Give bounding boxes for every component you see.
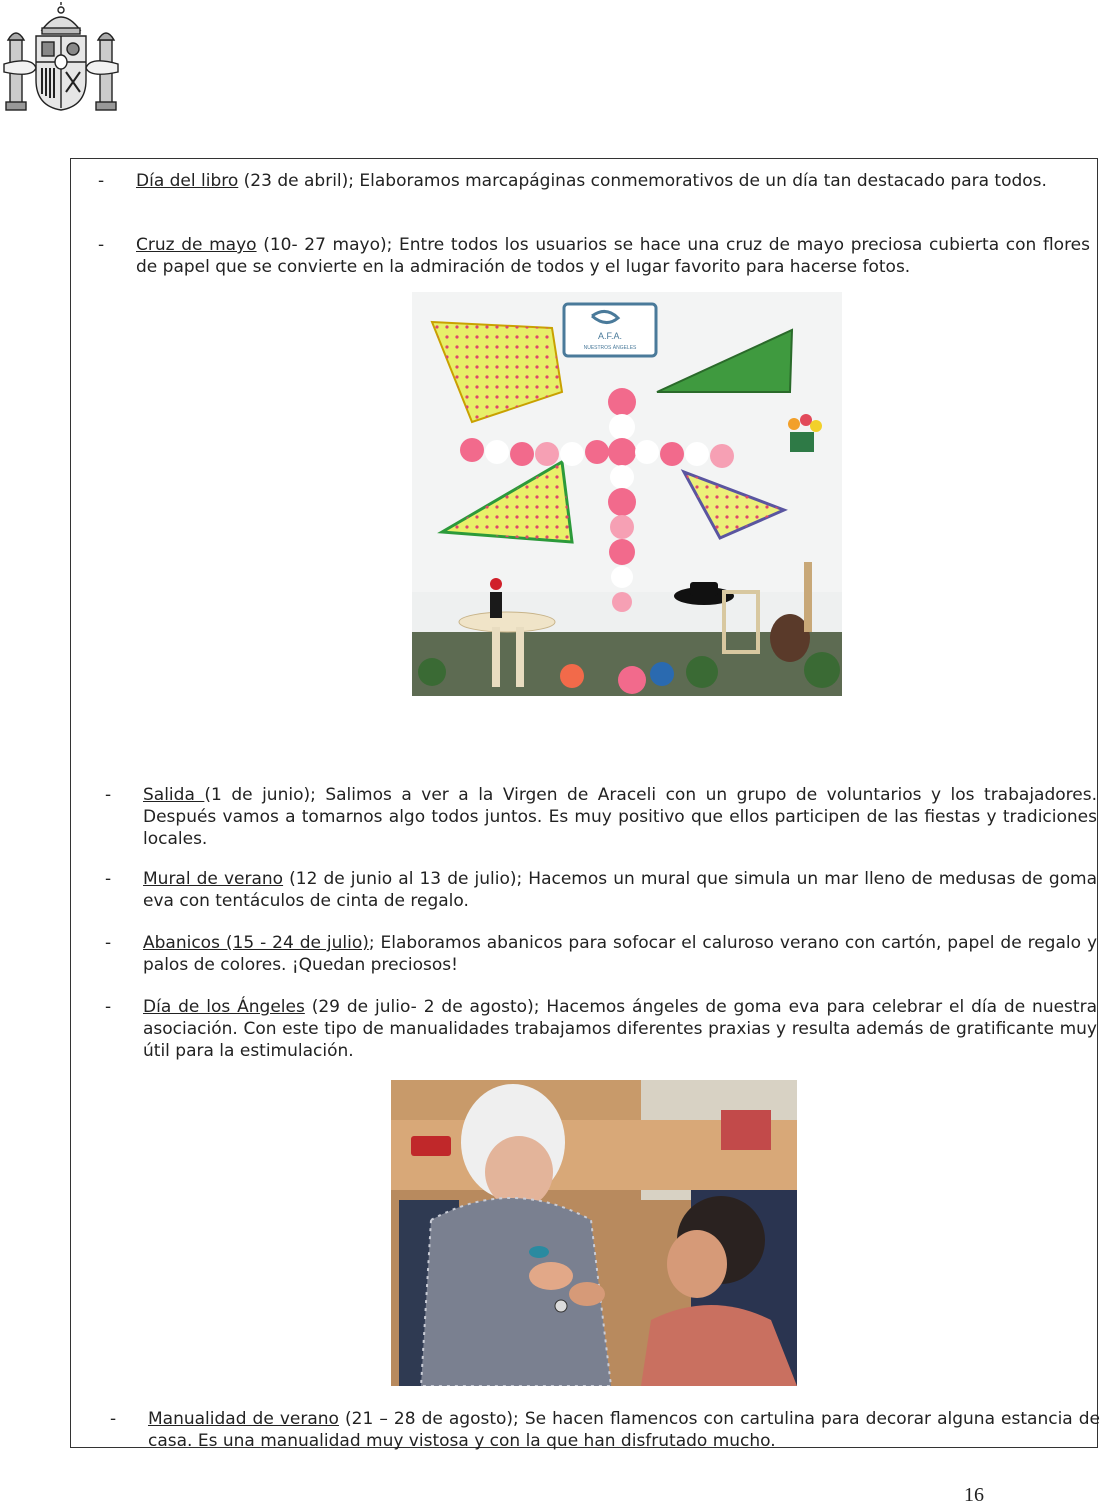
activity-text: (10- 27 mayo); Entre todos los usuarios se hace una cruz de mayo preciosa cubierta con flores de papel que se convierte en la admiración de todos y el lugar favorito para hacerse fotos. xyxy=(136,235,1090,277)
bullet-dash: - xyxy=(98,235,105,255)
activity-title: Mural de verano xyxy=(143,869,284,889)
svg-text:NUESTROS ÁNGELES: NUESTROS ÁNGELES xyxy=(583,345,637,351)
bullet-dash: - xyxy=(105,785,112,805)
activity-item-salida xyxy=(105,784,1097,850)
bullet-dash: - xyxy=(110,1409,117,1429)
svg-text:A.F.A.: A.F.A. xyxy=(597,331,623,341)
coat-of-arms-emblem xyxy=(2,2,120,118)
activity-text: (23 de abril); Elaboramos marcapáginas conmemorativos de un día tan destacado para todos. xyxy=(238,171,1047,191)
activity-title: Cruz de mayo xyxy=(136,235,257,255)
activity-item-dia-de-los-angeles xyxy=(105,996,1097,1062)
activity-title: Manualidad de verano xyxy=(148,1409,339,1429)
bullet-dash: - xyxy=(105,933,112,953)
cruz-de-mayo-photo xyxy=(412,292,842,696)
activity-text: ; Elaboramos abanicos para sofocar el caluroso verano con cartón, papel de regalo y palos de colores. ¡Quedan preciosos! xyxy=(143,933,1098,975)
activity-item-dia-del-libro xyxy=(98,170,1090,192)
activity-item-abanicos xyxy=(105,932,1098,976)
activity-text: (12 de junio al 13 de julio); Hacemos un mural que simula un mar lleno de medusas de goma eva con tentáculos de cinta de regalo. xyxy=(143,869,1097,911)
activity-title: Salida xyxy=(143,785,205,805)
bullet-dash: - xyxy=(105,997,112,1017)
activity-item-cruz-de-mayo xyxy=(98,234,1090,278)
activity-item-mural-de-verano xyxy=(105,868,1097,912)
page-number: 16 xyxy=(964,1484,984,1506)
activity-title: Abanicos (15 - 24 de julio) xyxy=(143,933,369,953)
activity-text: (21 – 28 de agosto); Se hacen flamencos con cartulina para decorar alguna estancia de casa. Es una manualidad muy vistosa y con la que han disfrutado mucho. xyxy=(148,1409,1101,1451)
activity-text: (29 de julio- 2 de agosto); Hacemos ángeles de goma eva para celebrar el día de nuestra asociación. Con este tipo de manualidades trabajamos diferentes praxias y resulta además de gratificante muy útil para la estimulación. xyxy=(143,997,1097,1061)
bullet-dash: - xyxy=(98,171,105,191)
activity-title: Día de los Ángeles xyxy=(143,997,305,1017)
afa-sign xyxy=(564,304,656,356)
activity-text: (1 de junio); Salimos a ver a la Virgen de Araceli con un grupo de voluntarios y los trabajadores. Después vamos a tomarnos algo todos juntos. Es muy positivo que ellos participen de las fiestas y tradiciones locales. xyxy=(143,785,1097,849)
activity-title: Día del libro xyxy=(136,171,239,191)
activity-item-manualidad-de-verano xyxy=(110,1408,1101,1452)
bullet-dash: - xyxy=(105,869,112,889)
dia-de-los-angeles-photo xyxy=(391,1080,797,1386)
